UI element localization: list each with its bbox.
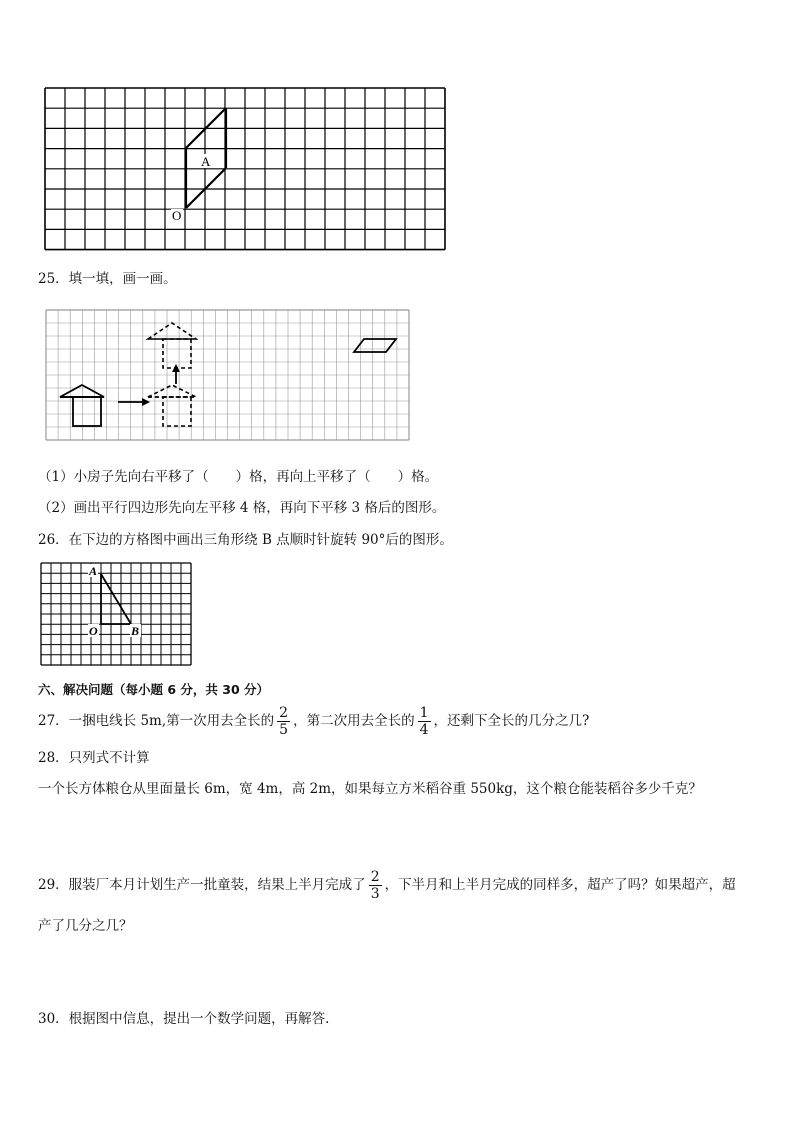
q29-line2: 产了几分之几？ <box>38 918 133 934</box>
q25-figure <box>42 306 414 444</box>
section-6-title: 六、解决问题（每小题 6 分，共 30 分） <box>38 682 270 697</box>
q27-before: 27．一捆电线长 5m,第一次用去全长的 <box>38 713 275 729</box>
q27-fraction-1: $\frac{2}{5}$ <box>279 705 289 738</box>
q27 <box>38 702 589 740</box>
q26-label-a: A <box>89 564 98 578</box>
top-grid <box>45 88 445 250</box>
q29-fraction: $\frac{2}{3}$ <box>370 869 380 902</box>
q28-body: 一个长方体粮仓从里面量长 6m，宽 4m，高 2m，如果每立方米稻谷重 550kg，这个粮仓能装稻谷多少千克？ <box>38 781 702 797</box>
label-a: A <box>201 154 211 169</box>
q29-after: ，下半月和上半月完成的同样多，超产了吗？如果超产，超 <box>384 877 736 893</box>
label-o: O <box>172 208 182 223</box>
q25-title: 25．填一填，画一画。 <box>38 271 177 287</box>
top-grid-figure <box>40 84 450 256</box>
q27-fraction-2: $\frac{1}{4}$ <box>419 705 429 738</box>
house-body <box>73 397 101 426</box>
q28-title: 28．只列式不计算 <box>38 750 150 766</box>
q26-label-o: O <box>89 624 98 638</box>
q26-figure <box>38 560 196 672</box>
q25-line1: （1）小房子先向右平移了（ ）格，再向上平移了（ ）格。 <box>38 469 439 485</box>
q26-title: 26．在下边的方格图中画出三角形绕 B 点顺时针旋转 90°后的图形。 <box>38 532 453 548</box>
q29-before: 29．服装厂本月计划生产一批童装，结果上半月完成了 <box>38 877 366 893</box>
q27-middle: ，第二次用去全长的 <box>293 713 415 729</box>
q27-after: ，还剩下全长的几分之几? <box>433 713 590 729</box>
q25-line2: （2）画出平行四边形先向左平移 4 格，再向下平移 3 格后的图形。 <box>38 500 446 516</box>
triangle-edge-ab <box>101 574 131 624</box>
q30-title: 30．根据图中信息，提出一个数学问题，再解答. <box>38 1011 330 1027</box>
q26-label-b: B <box>131 624 140 638</box>
q26-grid <box>41 563 191 665</box>
q25-parallelogram <box>354 339 396 352</box>
q29 <box>38 866 736 904</box>
parallelogram-bottom-edge <box>186 168 226 208</box>
